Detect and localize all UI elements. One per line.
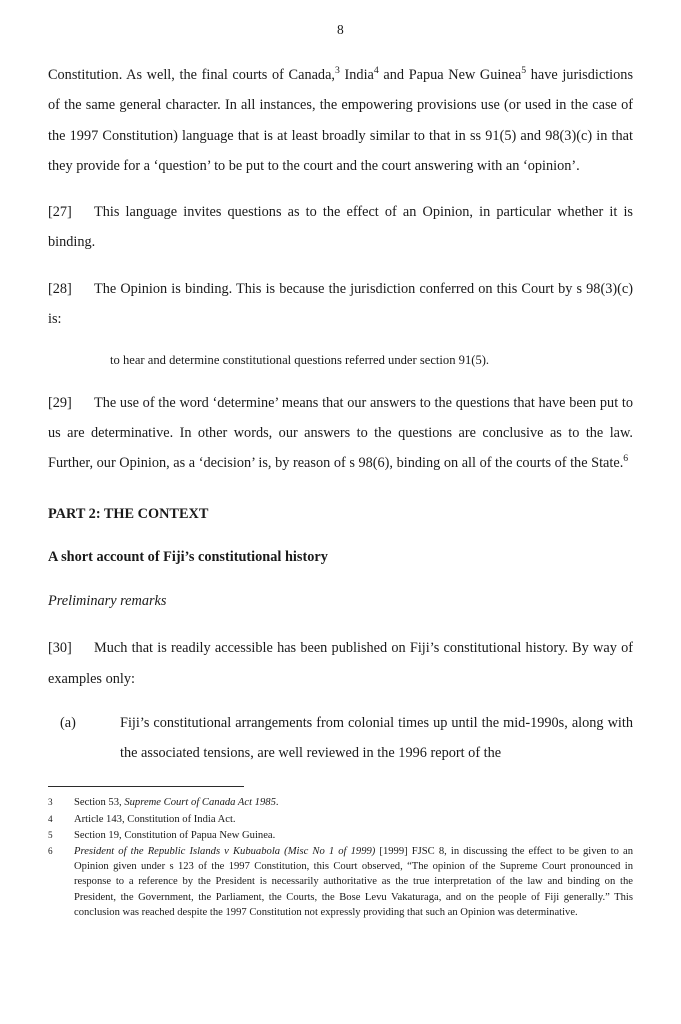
paragraph-continuation-text-b: India: [339, 67, 374, 83]
footnote-5: [48, 828, 633, 843]
sub-item-a-label: (a): [60, 714, 76, 731]
paragraph-continuation-text-a: Constitution. As well, the final courts of Canada,: [48, 67, 336, 83]
footnote-3-plain-before: Section 53,: [74, 797, 125, 809]
footnote-3-number: 3: [48, 797, 53, 808]
paragraph-28: [48, 274, 633, 335]
footnote-ref-3: 3: [335, 65, 340, 77]
paragraph-28-text: The Opinion is binding. This is because the jurisdiction conferred on this Court by s 98(3)(c) is:: [48, 280, 633, 328]
page-number: 8: [337, 22, 344, 37]
footnote-3-text: [74, 795, 633, 810]
paragraph-29-marker: [29]: [48, 394, 72, 411]
footnote-6: [48, 844, 633, 921]
paragraph-30-marker: [30]: [48, 640, 72, 657]
paragraph-27: [48, 197, 633, 258]
footnote-ref-4: 4: [373, 65, 379, 77]
paragraph-29-text: The use of the word ‘determine’ means that our answers to the questions that have been put to us are determinative. In other words, our answers to the questions are conclusive as to the law. Further, our Opinion, as a ‘decision’ is, by reason of s 98(6), binding on all of the courts of the State.: [48, 394, 633, 472]
paragraph-30: [48, 633, 633, 694]
footnote-3: [48, 795, 633, 810]
footnote-6-text: [74, 844, 633, 921]
footnote-5-number: 5: [48, 829, 53, 840]
paragraph-28-marker: [28]: [48, 280, 72, 297]
footnote-5-text: Section 19, Constitution of Papua New Guinea.: [74, 829, 276, 841]
paragraph-continuation: [48, 60, 633, 181]
block-quote: to hear and determine constitutional questions referred under section 91(5).: [110, 353, 490, 368]
sub-item-a-text: Fiji’s constitutional arrangements from colonial times up until the mid-1990s, along with the associated tensions, are well reviewed in the 1996 report of the: [120, 714, 633, 762]
footnote-6-plain-after: [1999] FJSC 8, in discussing the effect to be given to an Opinion given under s 123 of the 1997 Constitution, this Court observed, “The opinion of the Supreme Court pronounced in response to a reference by the President is necessarily authoritative as the true interpretation of the law and binding on the President, the Government, the Parliament, the Courts, the Bose Levu Vakaturaga, and on the people of Fiji generally.” This conclusion was reached despite the 1997 Constitution not expressly providing that such an Opinion was determinative.: [74, 845, 633, 919]
footnote-4-text: Article 143, Constitution of India Act.: [74, 813, 236, 825]
footnote-4-number: 4: [48, 813, 53, 824]
paragraph-continuation-text-d: have jurisdictions of the same general character. In all instances, the empowering provisions use (or used in the case of the 1997 Constitution) language that is at least broadly similar to that in ss 91(5) and 98(3)(c) in that they provide for a ‘question’ to be put to the court and the court answering with an ‘opinion’.: [48, 67, 634, 174]
footnote-list: [48, 795, 633, 920]
heading-short-account: A short account of Fiji’s constitutional history: [48, 548, 328, 565]
footnote-6-number: 6: [48, 845, 53, 856]
paragraph-27-marker: [27]: [48, 204, 72, 221]
heading-part-2: PART 2: THE CONTEXT: [48, 505, 209, 522]
paragraph-continuation-text-c: and Papua New Guinea: [378, 67, 522, 83]
heading-preliminary-remarks: Preliminary remarks: [48, 593, 167, 610]
paragraph-30-text: Much that is readily accessible has been published on Fiji’s constitutional history. By way of examples only:: [48, 640, 633, 687]
footnote-ref-5: 5: [521, 65, 527, 77]
footnote-ref-6: 6: [623, 453, 629, 465]
footnote-separator-rule: [48, 786, 244, 787]
footnote-6-italic: President of the Republic Islands v Kubuabola (Misc No 1 of 1999): [74, 845, 376, 857]
paragraph-29: [48, 388, 633, 479]
footnote-3-italic: Supreme Court of Canada Act 1985: [124, 797, 276, 809]
paragraph-27-text: This language invites questions as to the effect of an Opinion, in particular whether it is binding.: [48, 204, 633, 251]
footnote-3-plain-after: .: [275, 797, 279, 809]
sub-item-a: [48, 708, 633, 769]
footnote-4: [48, 812, 633, 827]
